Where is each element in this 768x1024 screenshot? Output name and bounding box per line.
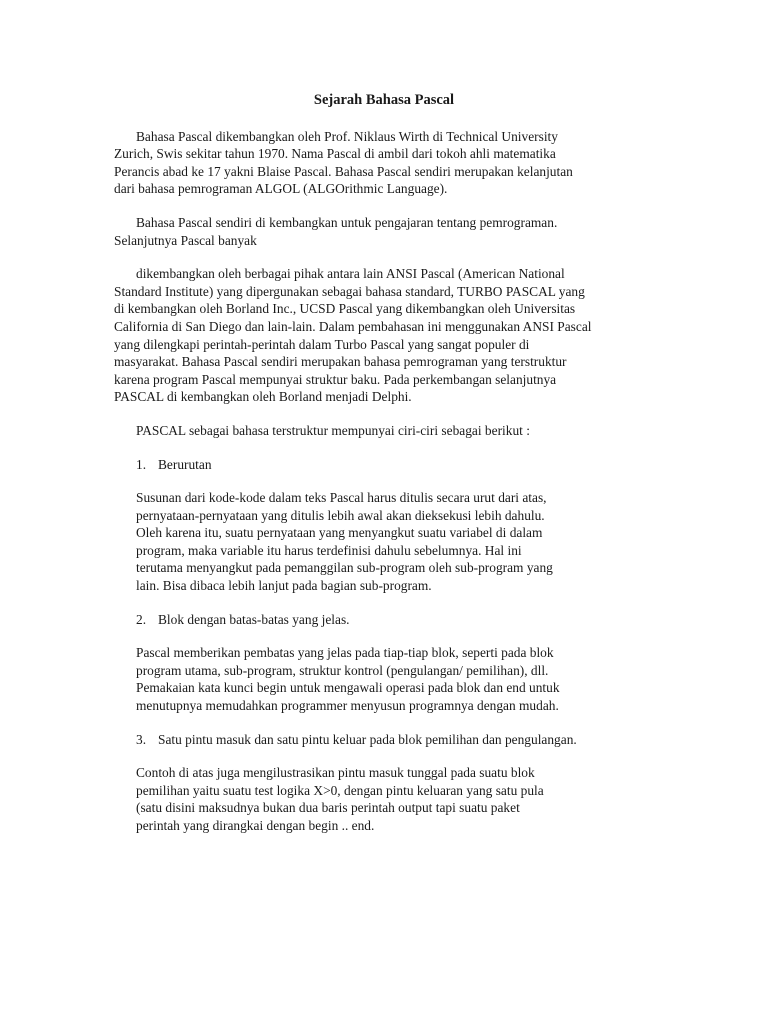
paragraph-variants: dikembangkan oleh berbagai pihak antara lain ANSI Pascal (American National Standard Institute) yang dipergunakan sebagai bahasa standard, TURBO PASCAL yang di kembangkan oleh Borland Inc., UCSD Pascal yang dikembangkan oleh Universitas California di San Diego dan lain-lain. Dalam pembahasan ini menggunakan ANSI Pascal yang dilengkapi perintah-perintah dalam Turbo Pascal yang sangat populer di masyarakat. Bahasa Pascal sendiri merupakan bahasa pemrograman yang terstruktur karena program Pascal mempunyai struktur baku. Pada perkembangan selanjutnya PASCAL di kembangkan oleh Borland menjadi Delphi. bbox=[114, 266, 592, 405]
list-item-3-body: Contoh di atas juga mengilustrasikan pintu masuk tunggal pada suatu blok pemilihan yaitu suatu test logika X>0, dengan pintu keluaran yang satu pula (satu disini maksudnya bukan dua baris perintah output tapi suatu paket perintah yang dirangkai dengan begin .. end. bbox=[136, 765, 544, 833]
list-item-3 bbox=[136, 731, 654, 749]
list-item-1 bbox=[136, 456, 654, 474]
list-heading: Berurutan bbox=[158, 456, 212, 472]
list-heading: Satu pintu masuk dan satu pintu keluar pada blok pemilihan dan pengulangan. bbox=[158, 731, 577, 747]
document-title: Sejarah Bahasa Pascal bbox=[313, 92, 455, 108]
paragraph-intro: Bahasa Pascal dikembangkan oleh Prof. Niklaus Wirth di Technical University Zurich, Swis sekitar tahun 1970. Nama Pascal di ambil dari tokoh ahli matematika Perancis abad ke 17 yakni Blaise Pascal. Bahasa Pascal sendiri merupakan kelanjutan dari bahasa pemrograman ALGOL (ALGOrithmic Language). bbox=[114, 128, 573, 197]
list-heading: Blok dengan batas-batas yang jelas. bbox=[158, 611, 350, 627]
list-number: 2. bbox=[136, 611, 147, 627]
paragraph-development: Bahasa Pascal sendiri di kembangkan untuk pengajaran tentang pemrograman. Selanjutnya Pascal banyak bbox=[114, 214, 558, 248]
list-item-2 bbox=[136, 611, 654, 629]
list-number: 1. bbox=[136, 456, 147, 472]
paragraph-characteristics-intro: PASCAL sebagai bahasa terstruktur mempunyai ciri-ciri sebagai berikut : bbox=[136, 422, 530, 438]
document-page bbox=[114, 92, 654, 851]
list-number: 3. bbox=[136, 731, 147, 747]
list-item-2-body: Pascal memberikan pembatas yang jelas pada tiap-tiap blok, seperti pada blok program utama, sub-program, struktur kontrol (pengulangan/ pemilihan), dll. Pemakaian kata kunci begin untuk mengawali operasi pada blok dan end untuk menutupnya memudahkan programmer menyusun programnya dengan mudah. bbox=[136, 645, 560, 714]
list-item-1-body: Susunan dari kode-kode dalam teks Pascal harus ditulis secara urut dari atas, pernyataan-pernyataan yang ditulis lebih awal akan dieksekusi lebih dahulu. Oleh karena itu, suatu pernyataan yang menyangkut suatu variabel di dalam program, maka variable itu harus terdefinisi dahulu sebelumnya. Hal ini terutama menyangkut pada pemanggilan sub-program oleh sub-program yang lain. Bisa dibaca lebih lanjut pada bagian sub-program. bbox=[136, 490, 553, 594]
